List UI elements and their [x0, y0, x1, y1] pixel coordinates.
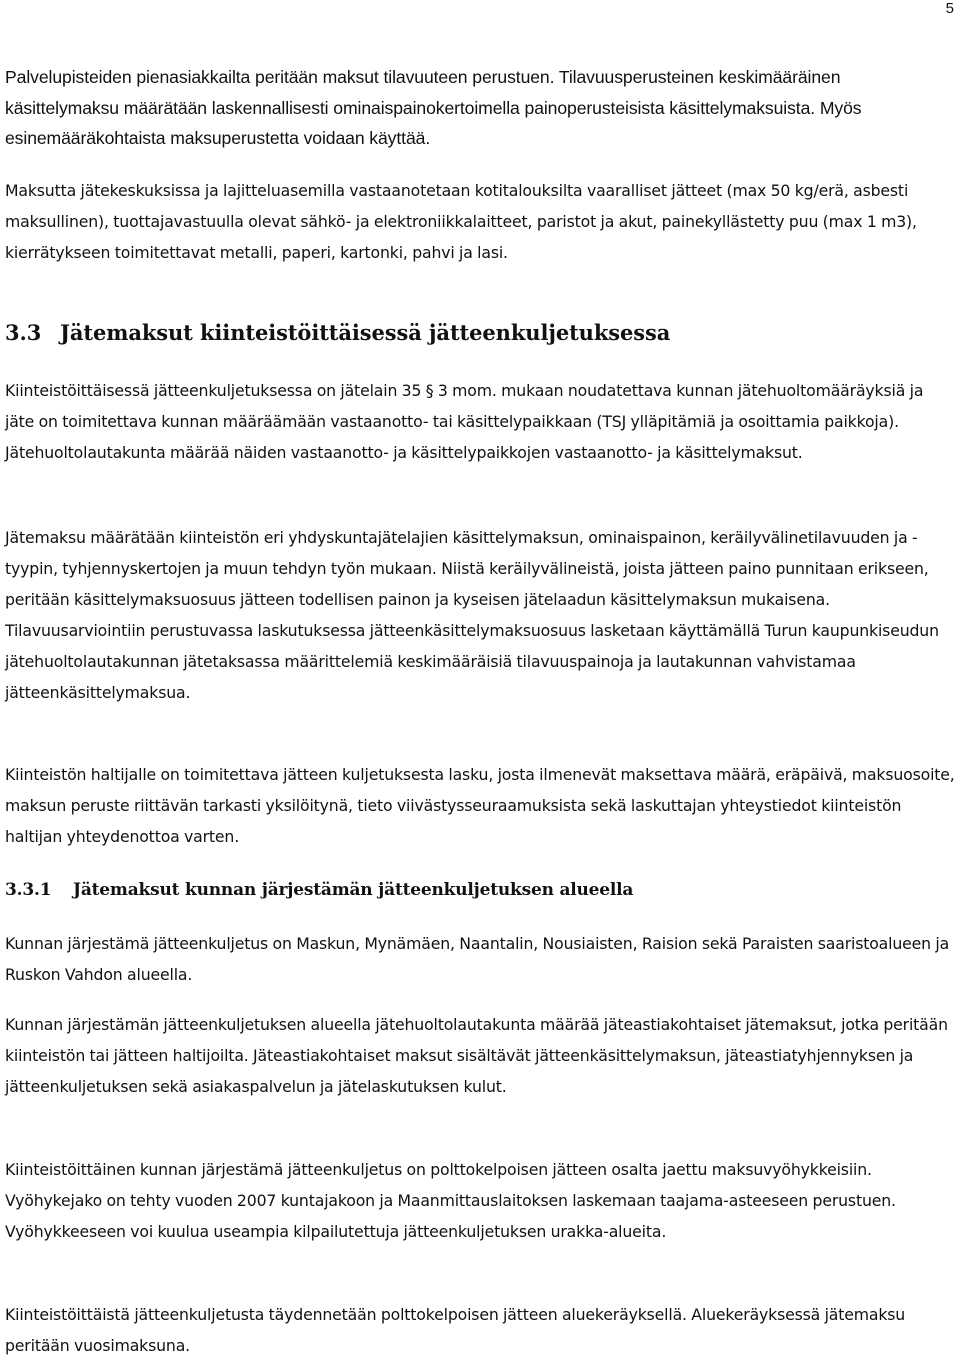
paragraph-municipal-transport-areas: Kunnan järjestämä jätteenkuljetus on Maskun, Mynämäen, Naantalin, Nousiaisten, Raision sekä Paraisten saaristoalueen ja Ruskon Vahdon alueella. — [5, 934, 950, 984]
section-heading-3-3 — [5, 319, 956, 347]
section-title: Jätemaksut kunnan järjestämän jätteenkuljetuksen alueella — [73, 880, 634, 900]
paragraph-property-waste-transport: Kiinteistöittäisessä jätteenkuljetuksessa on jätelain 35 § 3 mom. mukaan noudatettava kunnan jätehuoltomääräyksiä ja jäte on toimitettava kunnan määräämään vastaanotto- tai käsittelypaikkaan (TSJ ylläpitämiä ja osoittamia paikkoja). Jätehuoltolautakunta määrää näiden vastaanotto- ja käsittelypaikkojen vastaanotto- ja käsittelymaksut. — [5, 381, 924, 462]
section-title: Jätemaksut kiinteistöittäisessä jätteenkuljetuksessa — [60, 320, 671, 345]
page-number: 5 — [945, 0, 954, 17]
paragraph-fee-zones: Kiinteistöittäinen kunnan järjestämä jätteenkuljetus on polttokelpoisen jätteen osalta jaettu maksuvyöhykkeisiin. Vyöhykejako on tehty vuoden 2007 kuntajakoon ja Maanmittauslaitoksen laskemaan taajama-asteeseen perustuen. Vyöhykkeeseen voi kuulua useampia kilpailutettuja jätteenkuljetuksen urakka-alueita. — [5, 1160, 896, 1241]
section-number: 3.3 — [5, 320, 42, 345]
section-number: 3.3.1 — [5, 880, 52, 900]
paragraph-waste-fee-determination: Jätemaksu määrätään kiinteistön eri yhdyskuntajätelajien käsittelymaksun, ominaispainon, keräilyvälinetilavuuden ja -tyypin, tyhjennyskertojen ja muun tehdyn työn mukaan. Niistä keräilyvälineistä, joista jätteen paino punnitaan erikseen, peritään käsittelymaksuosuus jätteen todellisen painon ja kyseisen jätelaadun käsittelymaksun mukaisena. Tilavuusarviointiin perustuvassa laskutuksessa jätteenkäsittelymaksuosuus lasketaan käyttämällä Turun kaupunkiseudun jätehuoltolautakunnan jätetaksassa määrittelemiä keskimääräisiä tilavuuspainoja ja lautakunnan vahvistamaa jätteenkäsittelymaksua. — [5, 528, 939, 702]
paragraph-service-point-fees: Palvelupisteiden pienasiakkailta peritään maksut tilavuuteen perustuen. Tilavuusperusteinen keskimääräinen käsittelymaksu määrätään laskennallisesti ominaispainokertoimella painoperusteisista käsittelymaksuista. Myös esinemääräkohtaista maksuperustetta voidaan käyttää. — [5, 67, 862, 148]
paragraph-free-waste-reception: Maksutta jätekeskuksissa ja lajitteluasemilla vastaanotetaan kotitalouksilta vaaralliset jätteet (max 50 kg/erä, asbesti maksullinen), tuottajavastuulla olevat sähkö- ja elektroniikkalaitteet, paristot ja akut, painekyllästetty puu (max 1 m3), kierrätykseen toimitettavat metalli, paperi, kartonki, pahvi ja lasi. — [5, 181, 917, 262]
paragraph-area-collection: Kiinteistöittäistä jätteenkuljetusta täydennetään polttokelpoisen jätteen aluekeräyksellä. Aluekeräyksessä jätemaksu peritään vuosimaksuna. — [5, 1305, 906, 1355]
paragraph-container-fees: Kunnan järjestämän jätteenkuljetuksen alueella jätehuoltolautakunta määrää jäteastiakohtaiset jätemaksut, jotka peritään kiinteistön tai jätteen haltijoilta. Jäteastiakohtaiset maksut sisältävät jätteenkäsittelymaksun, jäteastiatyhjennyksen ja jätteenkuljetuksen sekä asiakaspalvelun ja jätelaskutuksen kulut. — [5, 1015, 948, 1096]
section-heading-3-3-1 — [5, 878, 956, 902]
paragraph-invoice-requirements: Kiinteistön haltijalle on toimitettava jätteen kuljetuksesta lasku, josta ilmenevät maksettava määrä, eräpäivä, maksuosoite, maksun peruste riittävän tarkasti yksilöitynä, tieto viivästysseuraamuksista sekä laskuttajan yhteystiedot kiinteistön haltijan yhteydenottoa varten. — [5, 765, 955, 846]
